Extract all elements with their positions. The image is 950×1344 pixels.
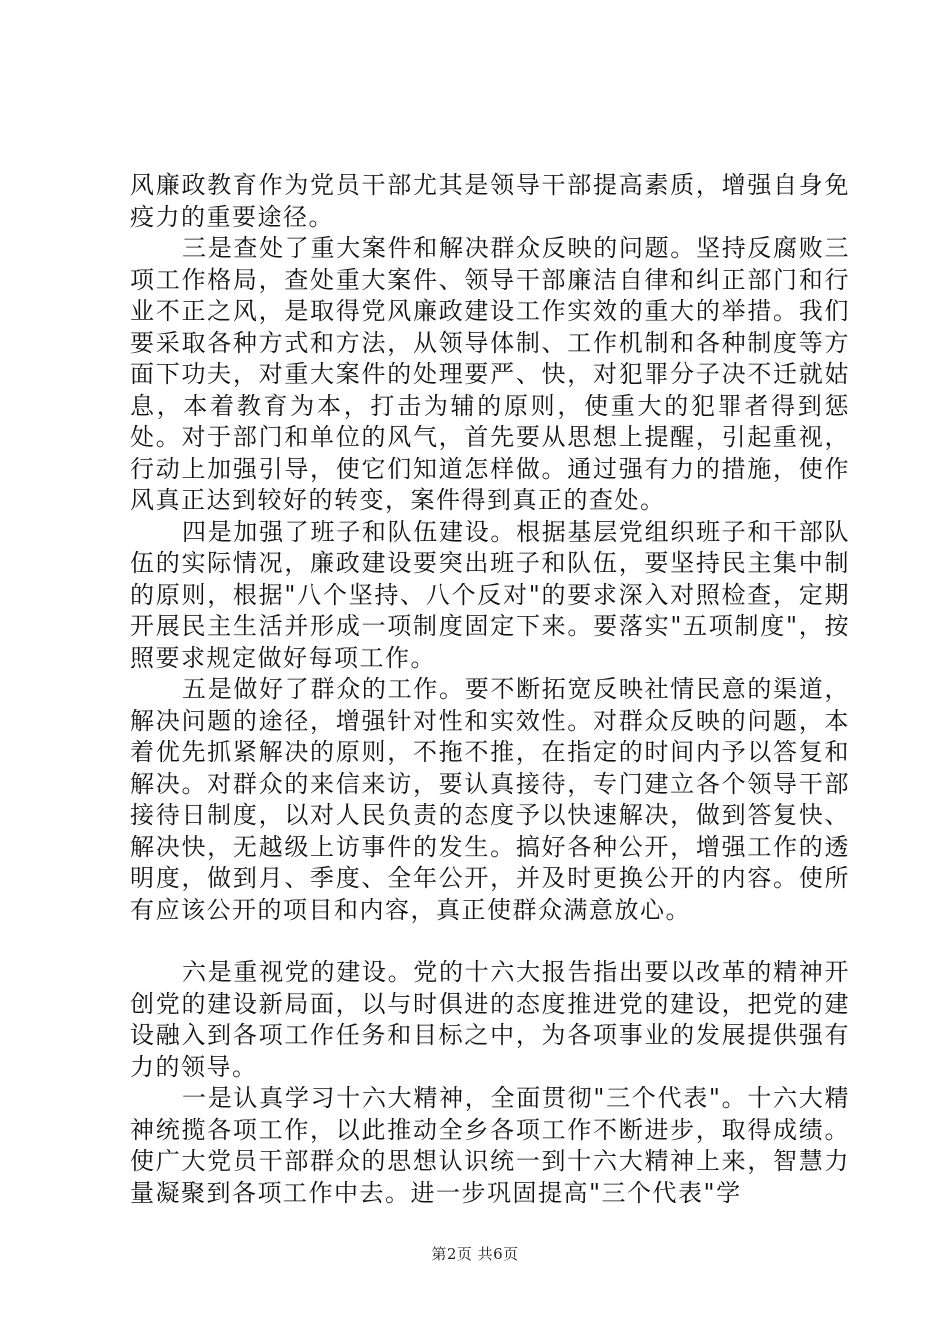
- paragraph-item-five: 五是做好了群众的工作。要不断拓宽反映社情民意的渠道，解决问题的途径，增强针对性和实效性。对群众反映的问题，本着优先抓紧解决的原则，不拖不推，在指定的时间内予以答复和解决。对群众的来信来访，要认真接待，专门建立各个领导干部接待日制度，以对人民负责的态度予以快速解决，做到答复快、解决快，无越级上访事件的发生。搞好各种公开，增强工作的透明度，做到月、季度、全年公开，并及时更换公开的内容。使所有应该公开的项目和内容，真正使群众满意放心。: [130, 675, 850, 924]
- paragraph-item-three: 三是查处了重大案件和解决群众反映的问题。坚持反腐败三项工作格局，查处重大案件、领导干部廉洁自律和纠正部门和行业不正之风，是取得党风廉政建设工作实效的重大的举措。我们要采取各种方式和方法，从领导体制、工作机制和各种制度等方面下功夫，对重大案件的处理要严、快，对犯罪分子决不迁就姑息，本着教育为本，打击为辅的原则，使重大的犯罪者得到惩处。对于部门和单位的风气，首先要从思想上提醒，引起重视，行动上加强引导，使它们知道怎样做。通过强有力的措施，使作风真正达到较好的转变，案件得到真正的查处。: [130, 234, 850, 514]
- paragraph-item-six: 六是重视党的建设。党的十六大报告指出要以改革的精神开创党的建设新局面，以与时俱进的态度推进党的建设，把党的建设融入到各项工作任务和目标之中，为各项事业的发展提供强有力的领导。: [130, 958, 850, 1081]
- document-body: [130, 170, 850, 1209]
- paragraph-continuation: 风廉政教育作为党员干部尤其是领导干部提高素质，增强自身免疫力的重要途径。: [130, 171, 850, 231]
- page-number-footer: 第2页 共6页: [431, 1245, 519, 1263]
- paragraph-sub-item-one: 一是认真学习十六大精神，全面贯彻"三个代表"。十六大精神统揽各项工作，以此推动全乡各项工作不断进步，取得成绩。使广大党员干部群众的思想认识统一到十六大精神上来，智慧力量凝聚到各项工作中去。进一步巩固提高"三个代表"学: [130, 1084, 850, 1207]
- paragraph-item-four: 四是加强了班子和队伍建设。根据基层党组织班子和干部队伍的实际情况，廉政建设要突出班子和队伍，要坚持民主集中制的原则，根据"八个坚持、八个反对"的要求深入对照检查，定期开展民主生活并形成一项制度固定下来。要落实"五项制度"，按照要求规定做好每项工作。: [130, 517, 850, 672]
